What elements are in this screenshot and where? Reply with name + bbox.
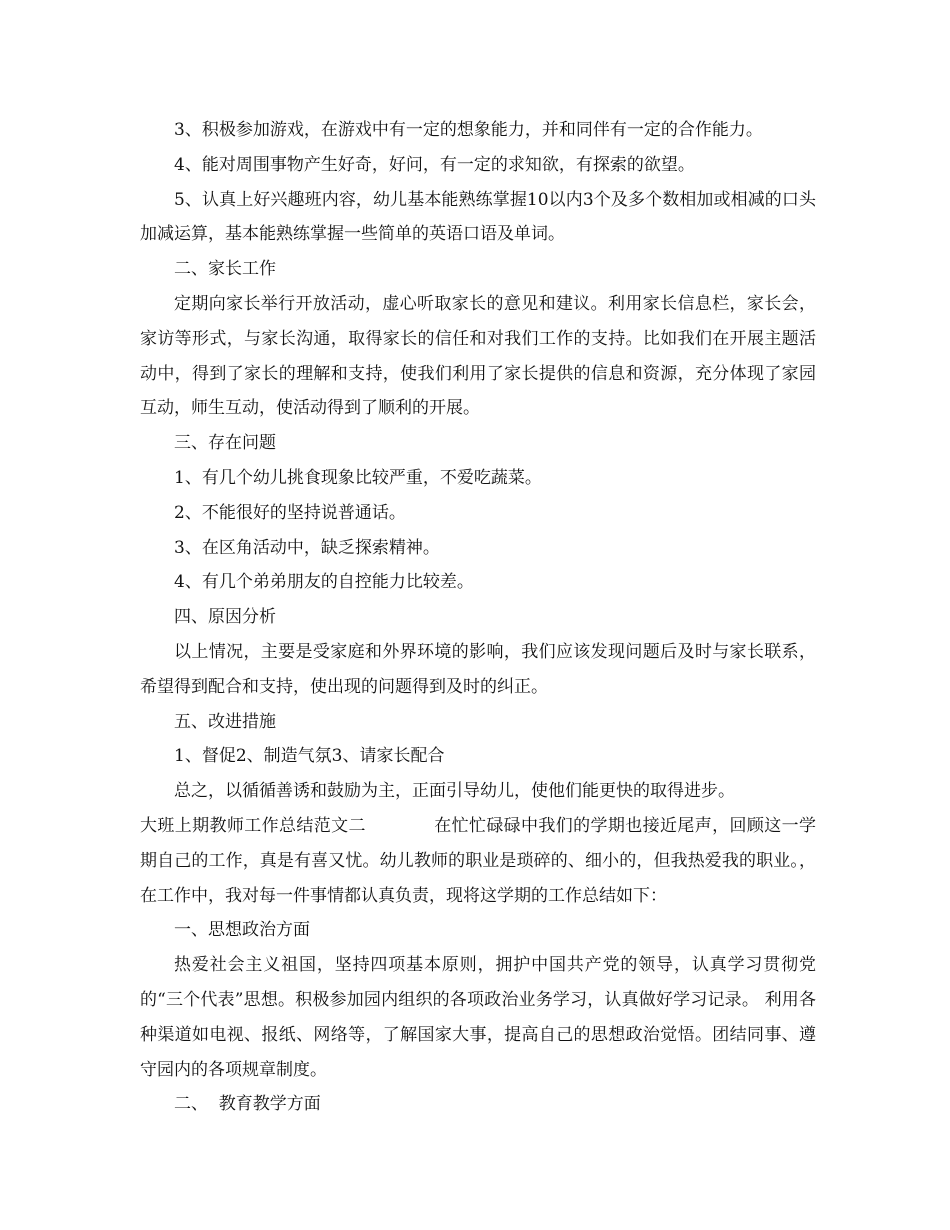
- section-heading: 二、 教育教学方面: [174, 1094, 321, 1115]
- document-body: [140, 113, 816, 1122]
- list-item: 2、不能很好的坚持说普通话。: [174, 502, 406, 523]
- paragraph: 总之，以循循善诱和鼓励为主，正面引导幼儿，使他们能更快的取得进步。: [174, 781, 735, 802]
- section-heading: 四、原因分析: [174, 607, 276, 628]
- paragraph: 4、能对周围事物产生好奇，好问，有一定的求知欲，有探索的欲望。: [174, 154, 695, 175]
- section-heading: 二、家长工作: [174, 259, 276, 280]
- paragraph: 3、积极参加游戏，在游戏中有一定的想象能力，并和同伴有一定的合作能力。: [174, 120, 763, 140]
- paragraph: 1、督促2、制造气氛3、请家长配合: [174, 746, 445, 767]
- section-heading: 一、思想政治方面: [174, 920, 310, 941]
- paragraph: 5、认真上好兴趣班内容，幼儿基本能熟练掌握10以内3个及多个数相加或相减的口头加减运算，基本能熟练掌握一些简单的英语口语及单词。: [140, 189, 816, 245]
- article-title: 大班上期教师工作总结范文二: [140, 815, 366, 836]
- list-item: 4、有几个弟弟朋友的自控能力比较差。: [174, 572, 474, 593]
- list-item: 3、在区角活动中，缺乏探索精神。: [174, 537, 440, 558]
- paragraph: 以上情况，主要是受家庭和外界环境的影响，我们应该发现问题后及时与家长联系，希望得到配合和支持，使出现的问题得到及时的纠正。: [140, 641, 816, 697]
- article-title-line: [140, 809, 816, 913]
- paragraph: 定期向家长举行开放活动，虚心听取家长的意见和建议。利用家长信息栏，家长会，家访等形式，与家长沟通，取得家长的信任和对我们工作的支持。比如我们在开展主题活动中，得到了家长的理解和支持，使我们利用了家长提供的信息和资源，充分体现了家园互动，师生互动，使活动得到了顺利的开展。: [140, 293, 816, 419]
- section-heading: 三、存在问题: [174, 433, 276, 454]
- paragraph: 热爱社会主义祖国，坚持四项基本原则，拥护中国共产党的领导，认真学习贯彻党的“三个代表”思想。积极参加园内组织的各项政治业务学习，认真做好学习记录。 利用各种渠道如电视、报纸、网络等，了解国家大事，提高自己的思想政治觉悟。团结同事、遵守园内的各项规章制度。: [140, 955, 816, 1080]
- section-heading: 五、改进措施: [174, 711, 276, 732]
- list-item: 1、有几个幼儿挑食现象比较严重，不爱吃蔬菜。: [174, 467, 542, 488]
- article-intro: 在忙忙碌碌中我们的学期也接近尾声，回顾这一学期自己的工作，真是有喜又忧。幼儿教师的职业是琐碎的、细小的，但我热爱我的职业。，在工作中，我对每一件事情都认真负责，现将这学期的工作总结如下：: [140, 815, 816, 906]
